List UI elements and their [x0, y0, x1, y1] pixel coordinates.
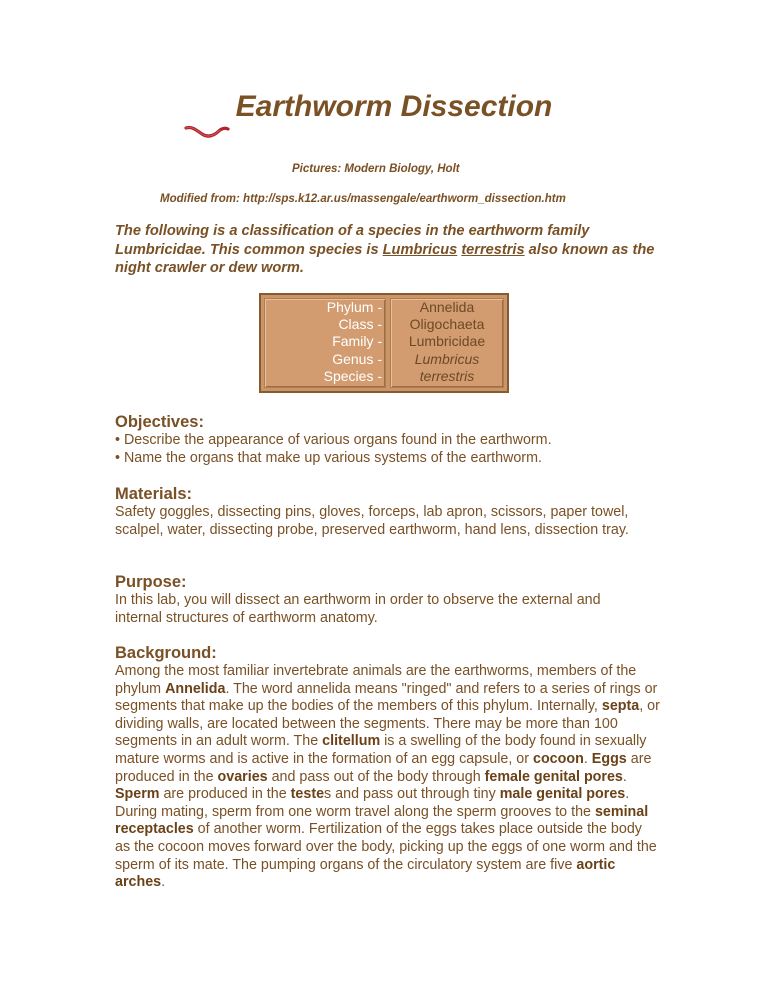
intro-text-2: also known as the night crawler or dew worm. [115, 241, 655, 276]
value-class: Oligochaeta [409, 316, 485, 333]
bg-text: . [583, 750, 592, 767]
rank-class: Class - [338, 316, 382, 333]
source-credit: Modified from: http://sps.k12.ar.us/massengale/earthworm_dissection.htm [160, 193, 566, 205]
term-eggs: Eggs [591, 750, 627, 767]
term-testes: teste [290, 786, 325, 803]
materials-text: Safety goggles, dissecting pins, gloves, forceps, lab apron, scissors, paper towel, scalpel, water, dissecting probe, preserved earthworm, hand lens, dissection tray. [115, 504, 629, 538]
bg-text: . The word annelida means "ringed" and refers to a series of rings or segments that make up the bodies of the members of this phylum. Internally, [115, 680, 658, 715]
value-species: terrestris [419, 367, 475, 384]
term-sperm: Sperm [115, 786, 160, 803]
term-aortic-arches: aortic arches [115, 856, 616, 891]
background-text [115, 663, 660, 892]
purpose-heading: Purpose: [115, 573, 187, 591]
rank-column [264, 298, 386, 388]
classification-table [259, 293, 509, 393]
value-genus: Lumbricus [414, 350, 480, 367]
intro-text-1: The following is a classification of a species in the earthworm family Lumbricidae. This common species is [115, 223, 590, 258]
term-seminal-receptacles: seminal receptacles [115, 803, 649, 838]
bg-text: Among the most familiar invertebrate animals are the earthworms, members of the phylum [115, 663, 637, 697]
objective-item: • Name the organs that make up various systems of the earthworm. [115, 449, 542, 466]
background-section [115, 643, 660, 892]
bg-text: are produced in the [115, 750, 652, 785]
term-septa: septa [601, 698, 640, 715]
species-link[interactable]: terrestris [461, 241, 525, 258]
intro-paragraph [115, 222, 660, 278]
value-phylum: Annelida [419, 299, 475, 315]
rank-species: Species - [323, 367, 382, 384]
page-title: Earthworm Dissection [235, 90, 553, 123]
rank-family: Family - [332, 333, 382, 350]
term-clitellum: clitellum [322, 733, 381, 750]
objectives-heading: Objectives: [115, 413, 204, 431]
value-column [390, 298, 504, 388]
bg-text: is a swelling of the body found in sexually mature worms and is active in the formation of an egg capsule, or [115, 733, 647, 767]
objectives-section [115, 412, 675, 467]
term-female-genital-pores: female genital pores [484, 768, 623, 785]
purpose-text: In this lab, you will dissect an earthworm in order to observe the external and internal structures of earthworm anatomy. [115, 592, 601, 626]
genus-link[interactable]: Lumbricus [382, 241, 458, 258]
term-annelida: Annelida [165, 680, 226, 697]
bg-text: are produced in the [159, 786, 291, 803]
pictures-credit: Pictures: Modern Biology, Holt [292, 163, 460, 175]
bg-text: s and pass out through tiny [324, 786, 500, 803]
bg-text: , or dividing walls, are located between the segments. There may be more than 100 segments in an adult worm. The [115, 698, 660, 750]
bg-text: . [161, 874, 166, 891]
objective-item: • Describe the appearance of various organs found in the earthworm. [115, 432, 552, 448]
rank-phylum: Phylum - [326, 299, 382, 315]
term-male-genital-pores: male genital pores [499, 786, 626, 803]
materials-section [115, 484, 660, 539]
bg-text: . [622, 768, 627, 785]
bg-text: . During mating, sperm from one worm travel along the sperm grooves to the [115, 786, 630, 820]
value-family: Lumbricidae [408, 333, 486, 350]
purpose-section [115, 572, 645, 627]
rank-genus: Genus - [332, 350, 382, 367]
term-ovaries: ovaries [217, 768, 268, 785]
materials-heading: Materials: [115, 485, 193, 503]
bg-text: and pass out of the body through [267, 768, 485, 785]
earthworm-icon [184, 124, 230, 140]
bg-text: of another worm. Fertilization of the eggs takes place outside the body as the cocoon moves forward over the body, picking up the eggs of one worm and the sperm of its mate. The pumping organs of the circulatory system are five [115, 821, 657, 873]
background-heading: Background: [115, 644, 217, 662]
term-cocoon: cocoon [533, 750, 584, 767]
